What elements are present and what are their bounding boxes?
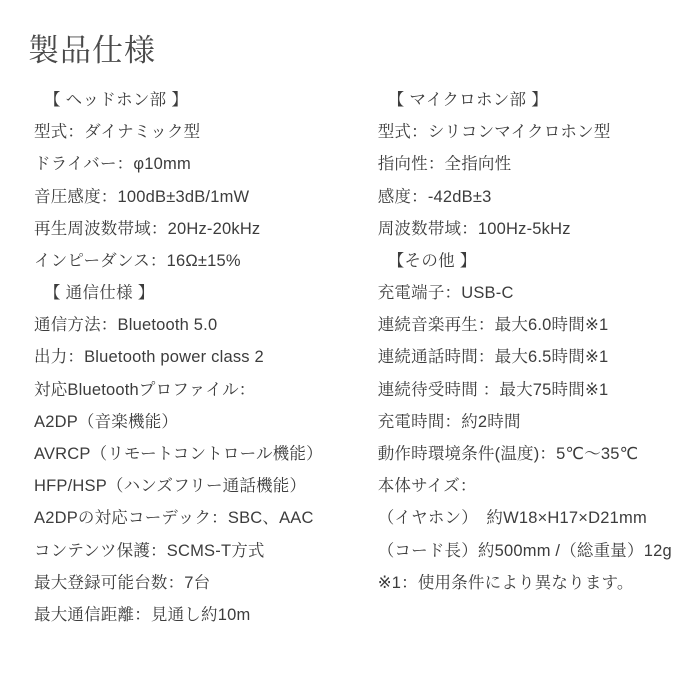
- spec-line: 連続通話時間：最大6.5時間※1: [377, 348, 609, 367]
- spec-line: 再生周波数帯域：20Hz-20kHz: [34, 219, 261, 238]
- spec-section-heading: 【 ヘッドホン部 】: [44, 91, 189, 110]
- spec-line: 最大通信距離：見通し約10m: [34, 605, 251, 624]
- spec-line: 動作時環境条件(温度)：5℃〜35℃: [377, 444, 639, 463]
- spec-line: （コード長）約500mm /（総重量）12g: [377, 541, 672, 560]
- spec-section-heading: 【 マイクロホン部 】: [387, 91, 549, 110]
- spec-line: コンテンツ保護：SCMS-T方式: [34, 541, 265, 560]
- spec-line: ドライバー：φ10mm: [34, 155, 191, 174]
- spec-line: 型式：ダイナミック型: [34, 123, 201, 142]
- spec-line: 通信方法：Bluetooth 5.0: [34, 316, 218, 335]
- spec-line: 型式：シリコンマイクロホン型: [377, 123, 611, 142]
- spec-section-heading: 【その他 】: [387, 251, 477, 270]
- spec-line: HFP/HSP（ハンズフリー通話機能）: [34, 477, 307, 496]
- spec-line: 対応Bluetoothプロファイル：: [34, 380, 256, 399]
- spec-line: 出力：Bluetooth power class 2: [34, 348, 264, 367]
- spec-column-left: [28, 84, 350, 631]
- spec-section-heading: 【 通信仕様 】: [44, 284, 155, 303]
- spec-line: AVRCP（リモートコントロール機能）: [34, 444, 323, 463]
- spec-line: 連続待受時間 ：最大75時間※1: [377, 380, 609, 399]
- spec-line: 充電端子：USB-C: [377, 284, 514, 303]
- spec-line: 充電時間：約2時間: [377, 412, 521, 431]
- spec-line: 連続音楽再生：最大6.0時間※1: [377, 316, 609, 335]
- spec-line: 周波数帯域：100Hz-5kHz: [377, 219, 571, 238]
- spec-line: （イヤホン） 約W18×H17×D21mm: [377, 509, 647, 528]
- spec-column-right: [350, 84, 672, 599]
- page-title: 製品仕様: [28, 33, 156, 68]
- spec-line: 音圧感度：100dB±3dB/1mW: [34, 187, 250, 206]
- spec-footnote: ※1：使用条件により異なります。: [377, 573, 634, 592]
- spec-line: 感度：-42dB±3: [377, 187, 492, 206]
- spec-line: A2DPの対応コーデック：SBC、AAC: [34, 509, 314, 528]
- spec-line: インピーダンス：16Ω±15%: [34, 251, 241, 270]
- spec-line: 最大登録可能台数：7台: [34, 573, 211, 592]
- spec-columns: [28, 84, 672, 631]
- spec-line: 指向性：全指向性: [377, 155, 512, 174]
- spec-line: A2DP（音楽機能）: [34, 412, 179, 431]
- spec-line: 本体サイズ：: [377, 477, 477, 496]
